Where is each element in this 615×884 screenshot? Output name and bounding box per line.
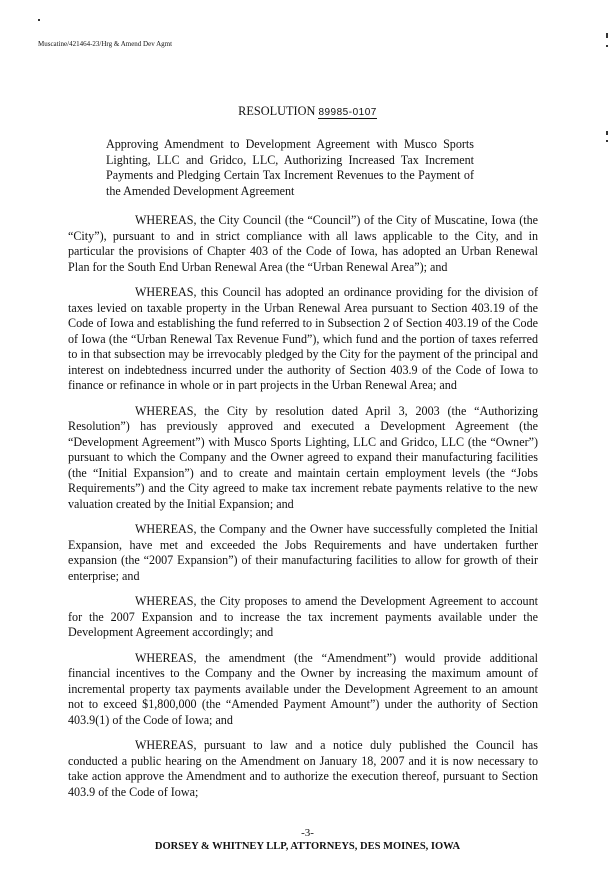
whereas-paragraph-4: WHEREAS, the Company and the Owner have successfully completed the Initial Expansion, have met and exceeded the Jobs Requirements and have undertaken further expansion (the “2007 Expansion”) of their manufacturing facilities to allow for growth of their enterprise; and: [68, 522, 538, 583]
whereas-paragraph-1: WHEREAS, the City Council (the “Council”) of the City of Muscatine, Iowa (the “City”), pursuant to and in strict compliance with all laws applicable to the City, and in particular the provisions of Chapter 403 of the Code of Iowa, has adopted an Urban Renewal Plan for the South End Urban Renewal Area (the “Urban Renewal Area”); and: [68, 213, 538, 274]
scan-artifact: [38, 19, 40, 21]
whereas-paragraph-5: WHEREAS, the City proposes to amend the Development Agreement to account for the 2007 Expansion and to increase the tax increment payments available under the Development Agreement accordingly; and: [68, 594, 538, 639]
resolution-number: 89985-0107: [318, 107, 377, 118]
whereas-paragraph-2: WHEREAS, this Council has adopted an ordinance providing for the division of taxes levied on taxable property in the Urban Renewal Area pursuant to Section 403.19 of the Code of Iowa and establishing the fund referred to in Subsection 2 of Section 403.19 of the Code of Iowa (the “Urban Renewal Tax Revenue Fund”), which fund and the portion of taxes referred to in that subsection may be irrevocably pledged by the City for the payment of the principal and interest on indebtedness incurred under the authority of Section 403.9 of the Code of Iowa to finance or refinance in whole or in part projects in the Urban Renewal Area; and: [68, 285, 538, 392]
scan-artifact: [606, 140, 608, 142]
scan-artifact: [606, 33, 608, 38]
page-number: -3-: [301, 827, 314, 839]
whereas-paragraph-3: WHEREAS, the City by resolution dated April 3, 2003 (the “Authorizing Resolution”) has previously approved and executed a Development Agreement (the “Development Agreement”) with Musco Sports Lighting, LLC and Gridco, LLC (the “Owner”) pursuant to which the Company and the Owner agreed to expand their manufacturing facilities (the “Initial Expansion”) and to create and maintain certain employment levels (the “Jobs Requirements”) and the City agreed to make tax increment rebate payments relative to the new valuation created by the Initial Expansion; and: [68, 403, 538, 511]
whereas-paragraph-7: WHEREAS, pursuant to law and a notice duly published the Council has conducted a public hearing on the Amendment on January 18, 2007 and it is now necessary to take action approve the Amendment and to authorize the execution thereof, pursuant to Section 403.9 of the Code of Iowa;: [68, 738, 538, 799]
scan-artifact: [606, 45, 608, 47]
document-reference: Muscatine/421464-23/Hrg & Amend Dev Agmt: [38, 40, 173, 48]
whereas-paragraph-6: WHEREAS, the amendment (the “Amendment”) would provide additional financial incentives to the Company and the Owner by increasing the maximum amount of incremental property tax payments available under the Development Agreement to an amount not to exceed $1,800,000 (the “Amended Payment Amount”) under the authority of Section 403.9(1) of the Code of Iowa; and: [68, 650, 538, 727]
law-firm-footer: DORSEY & WHITNEY LLP, ATTORNEYS, DES MOINES, IOWA: [154, 841, 461, 852]
scan-artifact: [606, 131, 608, 135]
resolution-title: [0, 104, 615, 119]
resolution-label: RESOLUTION: [238, 104, 319, 118]
resolution-subject: Approving Amendment to Development Agreement with Musco Sports Lighting, LLC and Gridco, LLC, Authorizing Increased Tax Increment Payments and Pledging Certain Tax Increment Revenues to the Payment of the Amended Development Agreement: [106, 137, 474, 198]
